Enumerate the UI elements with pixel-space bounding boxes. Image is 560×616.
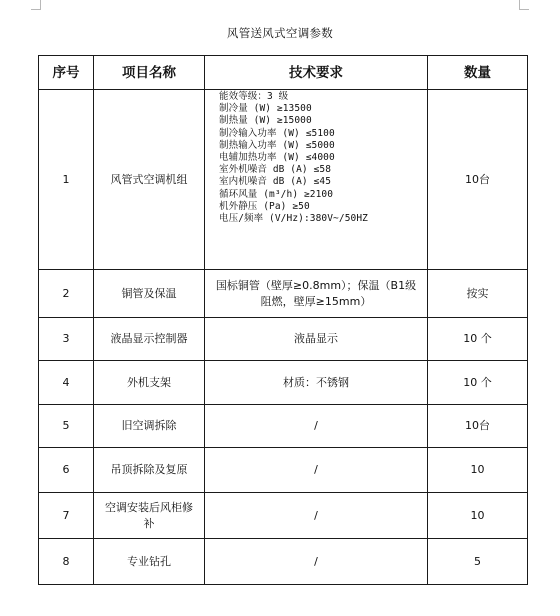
row-quantity: 10台 (428, 90, 528, 270)
requirement-line: 电辅加热功率 (W) ≤4000 (219, 152, 335, 164)
requirement-line: 能效等级：3 级 (219, 91, 289, 102)
header-quantity: 数量 (428, 56, 528, 90)
row-requirement-list (205, 90, 428, 270)
row-requirement: / (205, 448, 428, 493)
row-quantity: 10 个 (428, 318, 528, 361)
row-quantity: 5 (428, 539, 528, 585)
requirement-line: 机外静压 (Pa) ≥50 (219, 200, 310, 212)
row-seq: 4 (39, 361, 94, 405)
table-row (39, 539, 528, 585)
document-title: 风管送风式空调参数 (226, 26, 334, 40)
header-item-name: 项目名称 (94, 56, 205, 90)
row-item-name: 风管式空调机组 (94, 90, 205, 270)
row-requirement: 国标铜管（壁厚≥0.8mm）；保温（B1级阻燃，壁厚≥15mm） (205, 270, 428, 318)
row-quantity: 10 个 (428, 361, 528, 405)
row-requirement: / (205, 405, 428, 448)
header-requirement: 技术要求 (205, 56, 428, 90)
requirement-line: 制热输入功率 (W) ≤5000 (219, 139, 335, 151)
table-row (39, 90, 528, 270)
row-quantity: 10 (428, 448, 528, 493)
requirement-line: 循环风量 (m³/h) ≥2100 (219, 188, 334, 200)
requirement-line: 制热量 (W) ≥15000 (219, 115, 312, 127)
table-row (39, 405, 528, 448)
row-requirement: 材质：不锈钢 (205, 361, 428, 405)
requirement-line: 电压/频率 (V/Hz):380V~/50HZ (219, 213, 368, 225)
requirement-line: 制冷输入功率 (W) ≤5100 (219, 127, 335, 139)
table-row (39, 361, 528, 405)
row-seq: 8 (39, 539, 94, 585)
row-seq: 3 (39, 318, 94, 361)
margin-corner-mark-left (31, 0, 41, 10)
row-seq: 1 (39, 90, 94, 270)
row-item-name: 专业钻孔 (94, 539, 205, 585)
row-seq: 7 (39, 493, 94, 539)
row-quantity: 按实 (428, 270, 528, 318)
row-item-name: 外机支架 (94, 361, 205, 405)
row-requirement: 液晶显示 (205, 318, 428, 361)
row-quantity: 10 (428, 493, 528, 539)
row-seq: 2 (39, 270, 94, 318)
requirement-line: 室外机噪音 dB (A) ≤58 (219, 164, 332, 176)
table-row (39, 493, 528, 539)
requirement-line: 制冷量 (W) ≥13500 (219, 103, 312, 115)
row-item-name: 旧空调拆除 (94, 405, 205, 448)
table-header-row (39, 56, 528, 90)
row-quantity: 10台 (428, 405, 528, 448)
row-item-name: 液晶显示控制器 (94, 318, 205, 361)
row-item-name: 空调安装后风柜修补 (94, 493, 205, 539)
row-requirement: / (205, 493, 428, 539)
row-item-name: 吊顶拆除及复原 (94, 448, 205, 493)
row-seq: 5 (39, 405, 94, 448)
table-row (39, 270, 528, 318)
requirement-line: 室内机噪音 dB (A) ≤45 (219, 176, 332, 188)
margin-corner-mark-right (519, 0, 529, 10)
row-seq: 6 (39, 448, 94, 493)
row-item-name: 铜管及保温 (94, 270, 205, 318)
row-requirement: / (205, 539, 428, 585)
spec-table (38, 55, 528, 585)
header-seq: 序号 (39, 56, 94, 90)
table-row (39, 318, 528, 361)
table-row (39, 448, 528, 493)
